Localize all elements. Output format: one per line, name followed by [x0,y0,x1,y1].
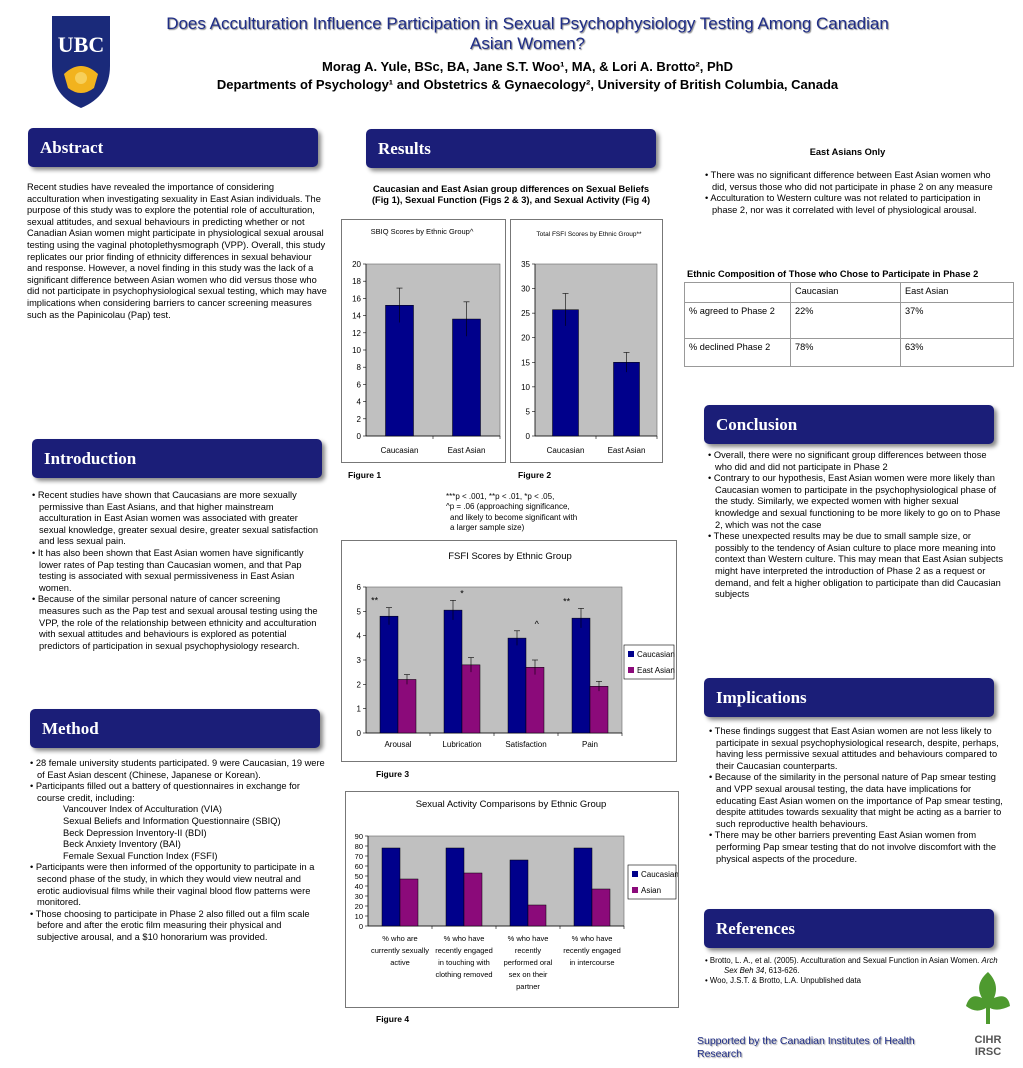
intro-bullet-2: It has also been shown that East Asian women have significantly lower rates of Pap testing than Caucasian women, and that Pap testing is associated with sexual permissiveness in East Asian women. [37,547,304,593]
y-tick-label: 0 [525,432,530,441]
ethnic-table [684,282,1014,367]
bar [590,686,608,733]
bar [526,667,544,733]
list-item: • Those choosing to participate in Phase 2 also filled out a film scale before and after the erotic film measuring their physical and subjective arousal, and a $10 honorarium was provided. [30,908,310,942]
table-cell: % declined Phase 2 [685,339,791,367]
y-tick-label: 4 [356,631,361,641]
intro-bullet-3: Because of the similar personal nature of cancer screening measures such as the Pap test and sexual arousal testing using the VPP, the role of the relationship between ethnicity and acculturation with sexual attitudes and behaviours is explored as potential predictors of participation in sexual psychophysiology research. [37,594,318,651]
questionnaire-item: Beck Anxiety Inventory (BAI) [63,839,181,850]
x-tick-label: % who have [443,934,485,943]
list-item: • These unexpected results may be due to small sample size, or possibly to the tendency of Asian culture to place more meaning into context than Western culture. This may mean that East Asian subjects might have interpreted the introduction of Phase 2 as a request or demand, and felt a higher obligation to participate than did Caucasian subjects [708,531,1004,600]
y-tick-label: 90 [354,832,363,841]
y-tick-label: 6 [356,583,361,592]
table-row [685,283,1014,303]
method-list [25,758,325,944]
bar [528,905,546,926]
y-tick-label: 30 [354,892,363,901]
y-tick-label: 10 [352,346,361,355]
y-tick-label: 2 [356,414,361,424]
conclusion-list [703,450,1003,601]
abstract-heading-text: Abstract [40,137,104,157]
bar [462,665,480,733]
table-cell: 78% [791,339,901,367]
title-line-1: Does Acculturation Influence Participation in Sexual Psychophysiology Testing Among Canadian [166,14,889,33]
cihr-text: CIHR IRSC [974,1034,1002,1058]
method-heading-text: Method [42,718,99,738]
introduction-list [27,490,322,652]
abstract-text: Recent studies have revealed the importance of considering acculturation when investigating sexuality in East Asian individuals. The purpose of this study was to explore the potential role of acculturation, sexual attitudes, and sexual behaviours in predicting whether or not Canadian Asian women might participate in physiological sexual arousal testing using the vaginal photoplethysmograph (VPP). Overall, this study replicates our prior finding of ethnicity differences in sexual behaviour and response. However, a novel finding in this study was the lack of a significant difference between Asian women who did versus those who did not participate in psychophysiological sexual testing, which may have implications when considering barriers to cancer screening measures such as the Papinicolau (Pap) test. [27,182,327,320]
legend-swatch [632,887,638,893]
bar [398,679,416,733]
table-cell: % agreed to Phase 2 [685,303,791,339]
introduction-heading-text: Introduction [44,448,137,468]
conclusion-bullet-3: These unexpected results may be due to small sample size, or possibly to the tendency of Asian culture to place more meaning into context than Western culture. This may mean that East Asian subjects might have interpreted the introduction of Phase 2 as a request or demand, and felt a higher obligation to participate than did Caucasian subjects [713,531,1004,600]
intro-bullet-1: Recent studies have shown that Caucasians are more sexually permissive than East Asians, and that higher mainstream acculturation in East Asian women was associated with greater sexual knowledge, greater sexual desire, greater sexual satisfaction and less sexual pain. [37,490,319,547]
bar [382,848,400,926]
legend-label: East Asian [637,666,675,675]
y-tick-label: 5 [525,407,530,417]
table-cell: 37% [901,303,1014,339]
list-item: • Contrary to our hypothesis, East Asian women were more likely than Caucasian women to participate in the psychophysiological phase of the study. Similarly, we expected women with higher sexual knowledge and sexual functioning to be more likely to go on to Phase 2, which was not the case [708,473,1001,530]
y-tick-label: 2 [356,680,361,690]
departments: Departments of Psychology¹ and Obstetrics & Gynaecology², University of British Columbia, Canada [216,77,839,92]
chart-fsfi-domains [341,540,677,762]
questionnaire-list [25,804,325,862]
reference-item: • Woo, J.S.T. & Brotto, L.A. Unpublished data [705,976,862,985]
x-tick-label: Pain [581,740,599,749]
y-tick-label: 40 [354,882,363,891]
table-cell [685,283,791,303]
implications-heading-text: Implications [716,687,807,707]
table-cell: 63% [901,339,1014,367]
x-tick-label: Caucasian [380,446,419,455]
bar [553,310,579,436]
implications-list [704,726,1004,865]
y-tick-label: 14 [352,311,361,321]
list-item: • Because of the similar personal nature of cancer screening measures such as the Pap test and sexual arousal testing using the VPP, the role of the relationship between ethnicity and acculturation with sexual attitudes and behaviours is explored as potential predictors of participation in sexual psychophysiology research. [32,594,318,651]
bar [592,889,610,926]
y-tick-label: 4 [356,397,361,407]
x-tick-label: % who are [382,934,418,943]
references-heading [704,909,994,948]
x-tick-label: East Asian [607,446,646,455]
significance-line: ^p = .06 (approaching significance, [446,502,570,512]
results-heading-text: Results [378,138,431,158]
chart-sbiq [341,219,506,463]
significance-marker: ** [563,596,571,607]
legend-swatch [632,871,638,877]
x-tick-label: % who have [507,934,549,943]
reference-1-text: Brotto, L. A., et al. (2005). Acculturation and Sexual Function in Asian Women. [709,956,982,965]
list-item: • Recent studies have shown that Caucasians are more sexually permissive than East Asians, and that higher mainstream acculturation in East Asian women was associated with greater sexual knowledge, greater sexual desire, greater sexual satisfaction and less sexual pain. [32,490,319,547]
implications-bullet-1: These findings suggest that East Asian women are not less likely to participate in sexual psychophysiological research, despite, perhaps, having less permissive sexual attitudes and behaviours compared to their Caucasian counterparts. [714,726,999,771]
list-item: • 28 female university students participated. 9 were Caucasian, 19 were of East Asian descent (Chinese, Japanese or Korean). [30,758,325,780]
figure-2-label: Figure 2 [518,470,552,480]
method-bullet-3: Participants were then informed of the opportunity to participate in a second phase of the study, in which they would view neutral and erotic audiovisual films while their vaginal blood flow patterns were monitored. [35,862,315,908]
chart-fsfi-domains-svg [342,541,676,761]
east-asians-heading: East Asians Only [809,147,886,157]
bar [574,848,592,926]
table-row [685,339,1014,367]
results-subtitle: Caucasian and East Asian group differences on Sexual Beliefs (Fig 1), Sexual Function (Figs 2 & 3), and Sexual Activity (Fig 4) [371,184,651,206]
y-tick-label: 0 [358,922,363,931]
bar [380,616,398,733]
reference-1-journal: Arch Sex Beh 34 [724,956,998,975]
x-tick-label: % who have [571,934,613,943]
conclusion-bullet-2: Contrary to our hypothesis, East Asian women were more likely than Caucasian women to participate in the psychophysiological phase of the study. Similarly, we expected women with higher sexual knowledge and sexual functioning to be more likely to go on to Phase 2, which was not the case [713,473,1001,530]
y-tick-label: 6 [356,380,361,390]
implications-heading [704,678,994,717]
list-item: • Because of the similarity in the personal nature of Pap smear testing and VPP sexual arousal testing, the data have implications for educating East Asian women on the importance of Pap smear testing, despite attitudes towards sexuality that might be acting as a barrier to such reproductive health behaviours. [709,772,1003,829]
y-tick-label: 20 [354,902,363,911]
y-tick-label: 8 [356,363,361,373]
significance-line: and likely to become significant with [450,512,578,522]
method-bullet-4: Those choosing to participate in Phase 2 also filled out a film scale before and after the erotic film measuring their physical and subjective arousal, and a $10 honorarium was provided. [35,908,310,942]
legend-swatch [628,667,634,673]
list-item: • Participants were then informed of the opportunity to participate in a second phase of the study, in which they would view neutral and erotic audiovisual films while their vaginal blood flow patterns were monitored. [30,862,315,908]
chart-title: FSFI Scores by Ethnic Group [448,551,572,562]
y-tick-label: 25 [521,309,530,319]
y-tick-label: 0 [356,432,361,441]
implications-bullet-3: There may be other barriers preventing East Asian women from performing Pap smear testing that do not involve discomfort with the physical aspects of the procedure. [714,830,997,864]
poster-title [140,14,915,54]
x-tick-label: currently sexually [371,946,429,955]
list-item: • Overall, there were no significant group differences between those who did and did not participate in Phase 2 [708,450,987,472]
y-tick-label: 15 [521,358,530,368]
reference-2-text: Woo, J.S.T. & Brotto, L.A. Unpublished data [709,976,862,985]
bar [572,618,590,733]
x-tick-label: Arousal [384,740,412,749]
method-bullet-1: 28 female university students participated. 9 were Caucasian, 19 were of East Asian descent (Chinese, Japanese or Korean). [35,758,325,780]
conclusion-heading [704,405,994,444]
y-tick-label: 30 [521,284,530,294]
results-heading [366,129,656,168]
x-tick-label: Caucasian [546,446,585,455]
chart-fsfi-total-svg [511,220,662,462]
east-asians-list [700,170,998,216]
list-item: • Participants filled out a battery of questionnaires in exchange for course credit, including: [30,781,300,803]
y-tick-label: 70 [354,852,363,861]
x-tick-label: Satisfaction [505,740,547,749]
figure-1-label: Figure 1 [348,470,382,480]
legend-label: Caucasian [641,870,678,879]
bar [453,319,481,436]
significance-note [446,492,666,534]
significance-line: a larger sample size) [450,523,525,533]
method-bullet-2: Participants filled out a battery of questionnaires in exchange for course credit, including: [35,781,300,803]
bar [446,848,464,926]
legend-label: Caucasian [637,650,675,659]
x-tick-label: sex on their [508,970,548,979]
legend-label: Asian [641,886,662,895]
logo-text: UBC [57,32,105,57]
bar [386,305,414,436]
chart-fsfi-total [510,219,663,463]
questionnaire-item: Vancouver Index of Acculturation (VIA) [63,804,222,815]
significance-marker: ** [371,595,379,606]
x-tick-label: partner [516,982,540,991]
y-tick-label: 60 [354,862,363,871]
x-tick-label: recently engaged [435,946,493,955]
chart-sexual-activity-svg [346,792,678,1007]
x-tick-label: in touching with [438,958,490,967]
bar [510,860,528,926]
questionnaire-item: Sexual Beliefs and Information Questionnaire (SBIQ) [63,815,281,826]
reference-item: • Brotto, L. A., et al. (2005). Acculturation and Sexual Function in Asian Women. Arch Sex Beh 34, 613-626. [705,956,998,975]
list-item: • These findings suggest that East Asian women are not less likely to participate in sexual psychophysiological research, despite, perhaps, having less permissive sexual attitudes and behaviours compared to their Caucasian counterparts. [709,726,999,771]
significance-line: ***p < .001, **p < .01, *p < .05, [446,492,555,501]
x-tick-label: active [390,958,410,967]
chart-title: Sexual Activity Comparisons by Ethnic Group [415,799,607,810]
east-asians-bullet-1: There was no significant difference between East Asian women who did, versus those who did not participate in phase 2 on any measure [710,170,993,192]
chart-sbiq-svg [342,220,505,462]
implications-bullet-2: Because of the similarity in the personal nature of Pap smear testing and VPP sexual arousal testing, the data have implications for educating East Asian women on the importance of Pap smear testing, despite attitudes towards sexuality that might be acting as a barrier to such reproductive health behaviours. [714,772,1003,829]
abstract-heading [28,128,318,167]
cihr-leaf-icon [960,968,1016,1028]
y-tick-label: 3 [356,656,361,665]
significance-marker: ^ [534,618,539,629]
x-tick-label: performed oral [503,958,553,967]
y-tick-label: 12 [352,328,361,338]
table-cell: Caucasian [791,283,901,303]
y-tick-label: 20 [352,260,361,269]
references-heading-text: References [716,918,795,938]
table-cell: East Asian [901,283,1014,303]
conclusion-heading-text: Conclusion [716,414,798,434]
x-tick-label: in intercourse [569,958,615,967]
questionnaire-item: Female Sexual Function Index (FSFI) [63,850,218,861]
y-tick-label: 80 [354,842,363,851]
figure-4-label: Figure 4 [376,1014,410,1024]
questionnaire-item: Beck Depression Inventory-II (BDI) [63,827,207,838]
y-tick-label: 16 [352,294,361,304]
x-tick-label: East Asian [447,446,486,455]
title-line-2: Asian Women? [470,34,585,53]
table-row [685,303,1014,339]
introduction-heading [32,439,322,478]
method-heading [30,709,320,748]
bar [400,879,418,926]
y-tick-label: 18 [352,277,361,287]
x-tick-label: recently [514,946,542,955]
y-tick-label: 1 [356,704,361,714]
table-cell: 22% [791,303,901,339]
y-tick-label: 5 [356,607,361,617]
list-item: • Acculturation to Western culture was not related to participation in phase 2, nor was it correlated with level of physiological arousal. [705,193,981,215]
conclusion-bullet-1: Overall, there were no significant group differences between those who did and did not participate in Phase 2 [713,450,987,472]
x-tick-label: recently engaged [563,946,621,955]
y-tick-label: 50 [354,872,363,881]
y-tick-label: 35 [521,260,530,269]
funding-note: Supported by the Canadian Institutes of Health Research [697,1035,915,1060]
bar [508,638,526,733]
ubc-logo [50,14,112,110]
y-tick-label: 20 [521,333,530,343]
figure-3-label: Figure 3 [376,769,410,779]
authors: Morag A. Yule, BSc, BA, Jane S.T. Woo¹, MA, & Lori A. Brotto², PhD [322,59,733,74]
x-tick-label: Lubrication [442,740,482,749]
ethnic-table-title: Ethnic Composition of Those who Chose to Participate in Phase 2 [687,269,979,279]
east-asians-bullet-2: Acculturation to Western culture was not related to participation in phase 2, nor was it correlated with level of physiological arousal. [710,193,981,215]
list-item: • There was no significant difference between East Asian women who did, versus those who did not participate in phase 2 on any measure [705,170,993,192]
y-tick-label: 10 [354,912,363,921]
cihr-logo [960,968,1016,1058]
list-item: • There may be other barriers preventing East Asian women from performing Pap smear testing that do not involve discomfort with the physical aspects of the procedure. [709,830,997,864]
legend-swatch [628,651,634,657]
significance-marker: * [460,588,464,599]
bar [444,610,462,733]
chart-title: SBIQ Scores by Ethnic Group^ [370,227,474,236]
bar [464,873,482,926]
list-item: • It has also been shown that East Asian women have significantly lower rates of Pap testing than Caucasian women, and that Pap testing is associated with sexual permissiveness in East Asian women. [32,547,304,593]
chart-title: Total FSFI Scores by Ethnic Group** [536,231,642,238]
y-tick-label: 0 [356,729,361,738]
x-tick-label: clothing removed [435,970,493,979]
y-tick-label: 10 [521,382,530,392]
bar [614,362,640,436]
chart-sexual-activity [345,791,679,1008]
reference-1-pages: , 613-626. [764,966,800,975]
